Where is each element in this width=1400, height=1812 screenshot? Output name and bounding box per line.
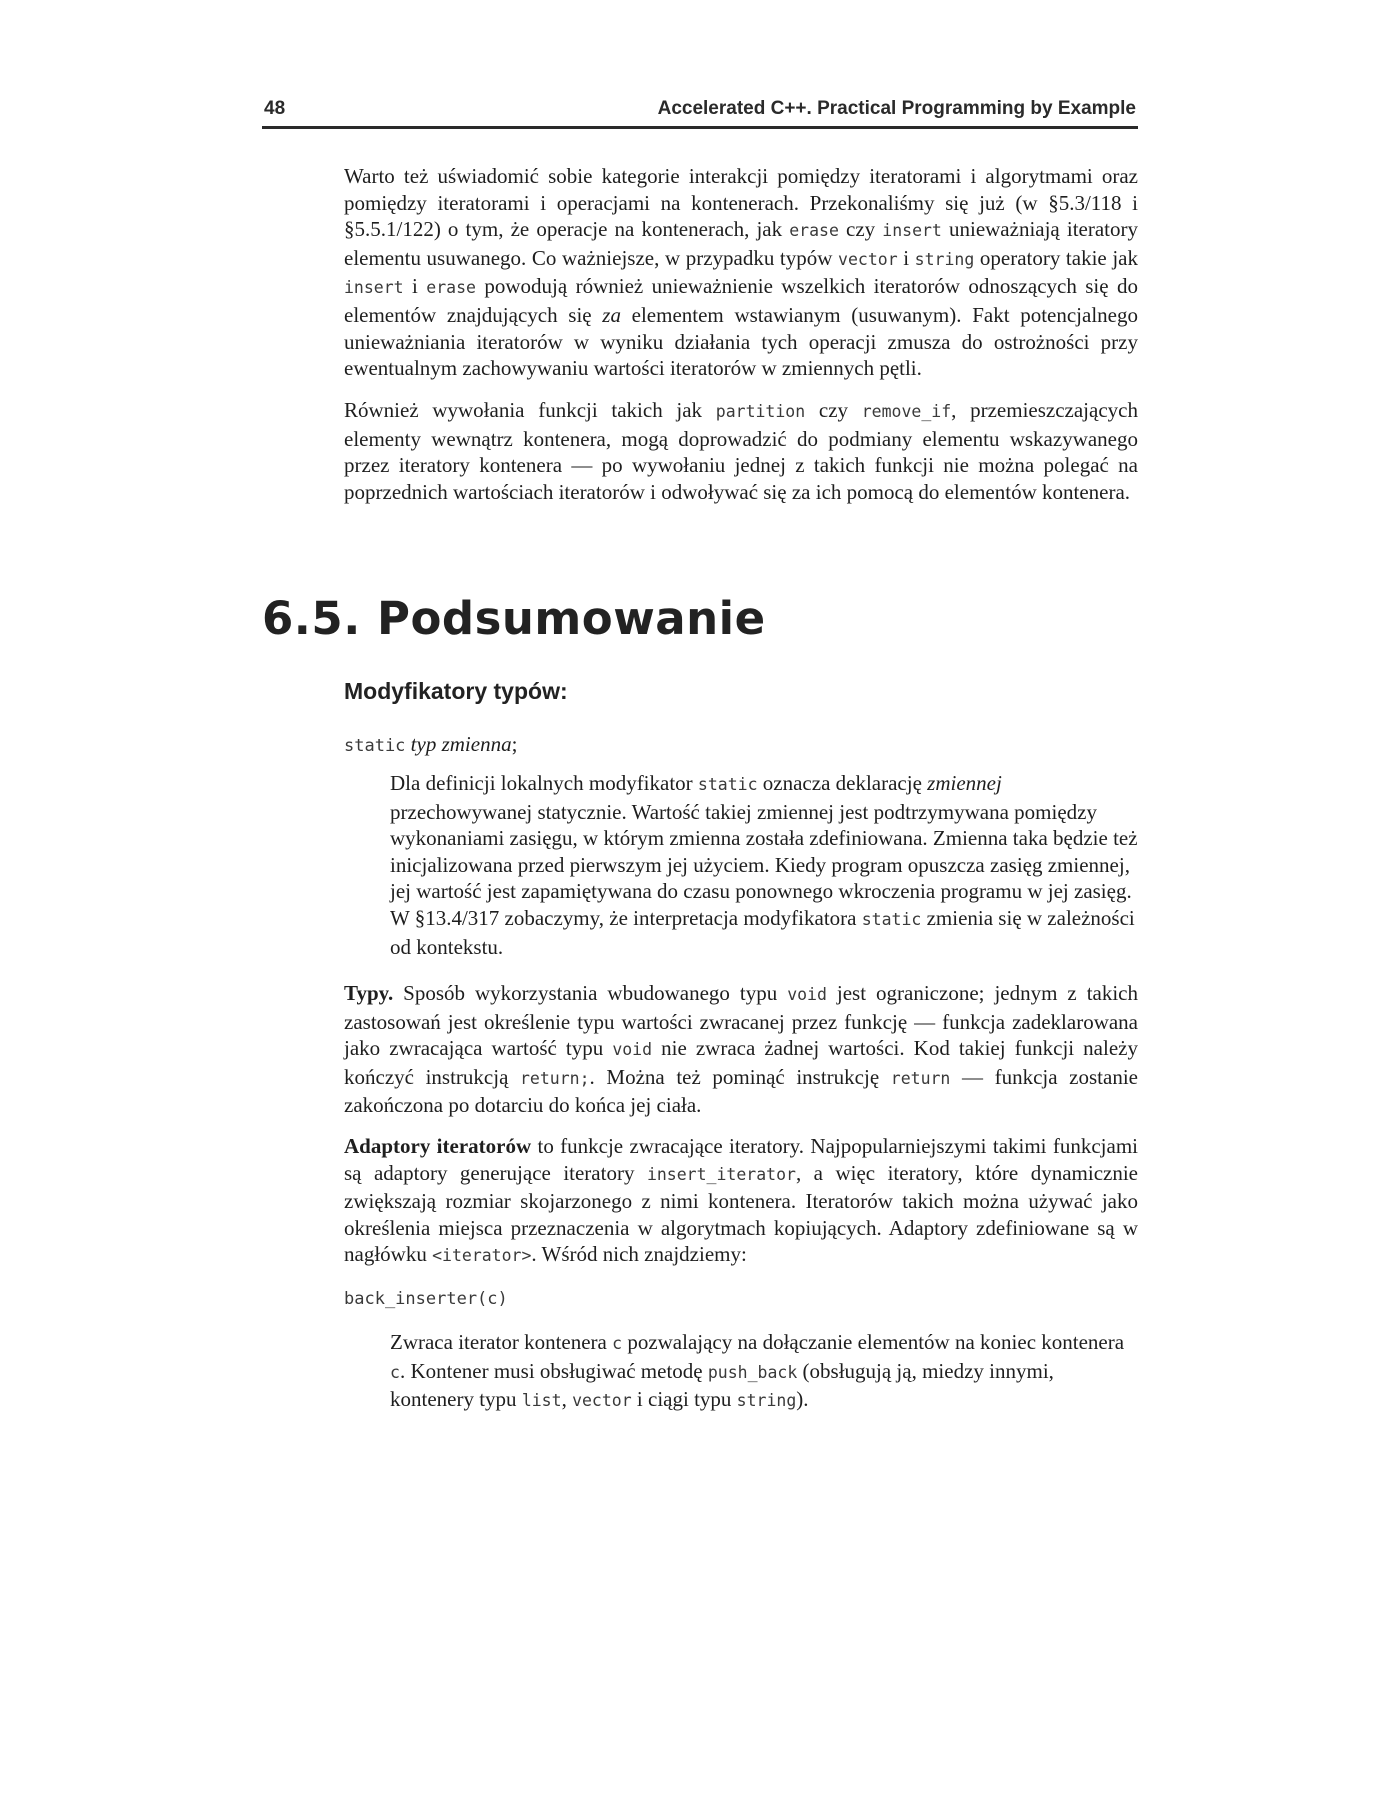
term-types: Typy. <box>344 981 394 1005</box>
emphasis-za: za <box>602 302 621 327</box>
paragraph-partition: Również wywołania funkcji takich jak partition czy remove_if, przemieszczających elementy wewnątrz kontenera, mogą doprowadzić do podmiany elementu wskazywanego przez iteratory kontenera — po wywołaniu jednej z takich funkcji nie można polegać na poprzednich wartościach iteratorów i odwoływać się za ich pomocą do elementów kontenera. <box>344 398 1138 504</box>
code-static: static <box>344 736 406 756</box>
paragraph-types: Typy. Sposób wykorzystania wbudowanego typu void jest ograniczone; jednym z takich zastosowań jest określenie typu wartości zwracanej przez funkcję — funkcja zadeklarowana jako zwracająca wartość typu void nie zwraca żadnej wartości. Kod takiej funkcji należy kończyć instrukcją return;. Można też pominąć instrukcję return — funkcja zostanie zakończona po dotarciu do końca jej ciała. <box>344 981 1139 1118</box>
term-iterator-adaptors: Adaptory iteratorów <box>344 1134 532 1158</box>
code-erase: erase <box>789 221 839 241</box>
code-list: list <box>521 1391 562 1411</box>
page-number: 48 <box>264 98 286 119</box>
code-void: void <box>612 1040 653 1060</box>
code-string: string <box>736 1391 797 1411</box>
code-void: void <box>787 985 827 1004</box>
code-string: string <box>914 249 975 269</box>
syntax-placeholder: typ zmienna <box>405 732 512 756</box>
code-c: c <box>390 1362 400 1382</box>
paragraph-static-description: Dla definicji lokalnych modyfikator static oznacza deklarację zmiennej przechowywanej statycznie. Wartość takiej zmiennej jest podtrzymywana pomiędzy wykonaniami zasięgu, w którym zmienna została zdefiniowana. Zmienna taka będzie też inicjalizowana przed pierwszym jej użyciem. Kiedy program opuszcza zasięg zmiennej, jej wartość jest zapamiętywana do czasu ponownego wkroczenia programu w jej zasięg. W §13.4/317 zobaczymy, że interpretacja modyfikatora static zmienia się w zależności od kontekstu. <box>390 771 1138 959</box>
emphasis-zmiennej: zmiennej <box>927 771 1002 795</box>
code-partition: partition <box>715 402 806 421</box>
code-c: c <box>612 1334 623 1353</box>
code-return-semicolon: return; <box>520 1068 590 1088</box>
code-insert: insert <box>882 221 942 241</box>
paragraph-iterator-invalidation: Warto też uświadomić sobie kategorie interakcji pomiędzy iteratorami i algorytmami oraz pomiędzy iteratorami i operacjami na kontenerach. Przekonaliśmy się już (w §5.3/118 i §5.5.1/122) o tym, że operacje na kontenerach, jak erase czy insert unieważniają iteratory elementu usuwanego. Co ważniejsze, w przypadku typów vector i string operatory takie jak insert i erase powodują również unieważnienie wszelkich iteratorów odnoszących się do elementów znajdujących się za elementem wstawianym (usuwanym). Fakt potencjalnego unieważniania iteratorów w wyniku działania tych operacji zmusza do ostrożności przy ewentualnym zachowywaniu wartości iteratorów w zmiennych pętli. <box>344 164 1138 381</box>
paragraph-iterator-adaptors: Adaptory iteratorów to funkcje zwracające iteratory. Najpopularniejszymi takimi funkcjami są adaptory generujące iteratory insert_iterator, a więc iteratory, które dynamicznie zwiększają rozmiar skojarzonego z nimi kontenera. Iteratorów takich można używać jako określenia miejsca przeznaczenia w algorytmach kopiujących. Adaptory zdefiniowane są w nagłówku <iterator>. Wśród nich znajdziemy: <box>344 1134 1138 1267</box>
running-header <box>262 98 1138 129</box>
code-static: static <box>697 775 758 794</box>
code-insert: insert <box>344 278 404 298</box>
code-vector: vector <box>838 249 898 269</box>
book-title: Accelerated C++. Practical Programming by Example <box>657 98 1136 119</box>
code-push-back: push_back <box>707 1362 798 1382</box>
code-vector: vector <box>572 1391 632 1411</box>
code-erase: erase <box>426 278 476 298</box>
subsection-title: Modyfikatory typów: <box>344 678 568 704</box>
code-insert-iterator: insert_iterator <box>646 1164 796 1184</box>
paragraph-back-inserter: Zwraca iterator kontenera c pozwalający na dołączanie elementów na koniec kontenera c. Kontener musi obsługiwać metodę push_back (obsługują ją, miedzy innymi, kontenery typu list, vector i ciągi typu string). <box>390 1330 1125 1412</box>
code-return: return <box>890 1068 951 1088</box>
static-declaration: static typ zmienna; <box>344 732 518 756</box>
code-remove-if: remove_if <box>861 402 952 421</box>
section-title: 6.5. Podsumowanie <box>262 592 766 645</box>
back-inserter-signature: back_inserter(c) <box>344 1289 508 1309</box>
code-static: static <box>861 909 922 929</box>
code-iterator-header: <iterator> <box>432 1246 532 1266</box>
